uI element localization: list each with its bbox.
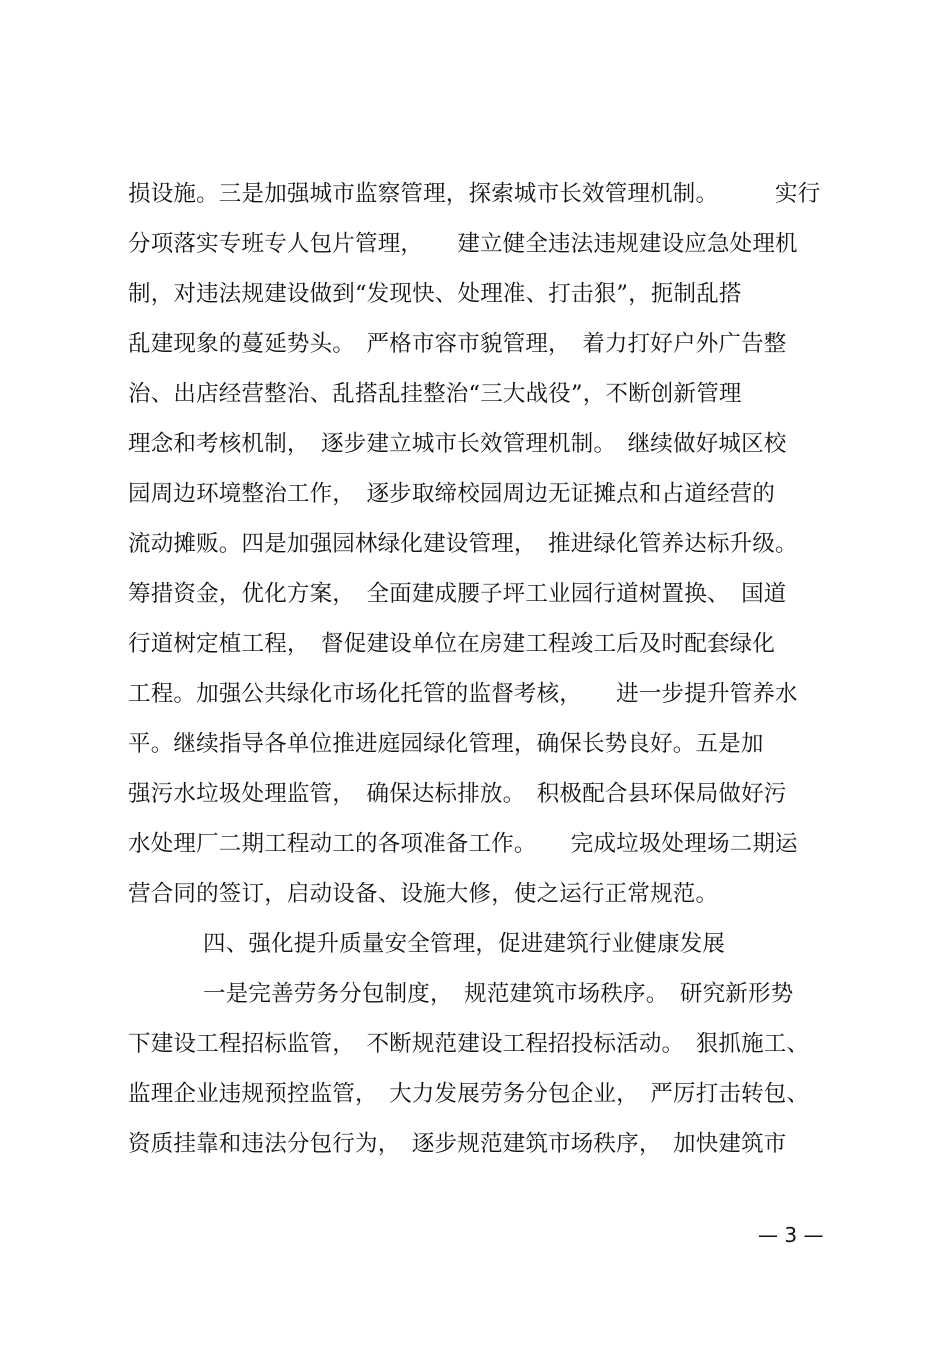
body-line: 分项落实专班专人包片管理， 建立健全违法违规建设应急处理机 <box>128 231 798 257</box>
body-line: 理念和考核机制， 逐步建立城市长效管理机制。 继续做好城区校 <box>128 431 787 457</box>
body-line: 工程。加强公共绿化市场化托管的监督考核， 进一步提升管养水 <box>128 681 798 707</box>
body-line: 平。继续指导各单位推进庭园绿化管理，确保长势良好。五是加 <box>128 731 764 757</box>
body-line: 水处理厂二期工程动工的各项准备工作。 完成垃圾处理场二期运 <box>128 831 798 857</box>
section-heading: 四、强化提升质量安全管理，促进建筑行业健康发展 <box>203 931 726 957</box>
body-line: 营合同的签订，启动设备、设施大修，使之运行正常规范。 <box>128 881 719 907</box>
body-line: 筹措资金，优化方案， 全面建成腰子坪工业园行道树置换、 国道 <box>128 581 787 607</box>
body-line: 乱建现象的蔓延势头。 严格市容市貌管理， 着力打好户外广告整 <box>128 331 787 357</box>
section-body-line: 监理企业违规预控监管， 大力发展劳务分包企业， 严厉打击转包、 <box>128 1081 810 1107</box>
body-line: 强污水垃圾处理监管， 确保达标排放。 积极配合县环保局做好污 <box>128 781 787 807</box>
body-line: 流动摊贩。四是加强园林绿化建设管理， 推进绿化管养达标升级。 <box>128 531 798 557</box>
body-line: 园周边环境整治工作， 逐步取缔校园周边无证摊点和占道经营的 <box>128 481 776 507</box>
body-line: 行道树定植工程， 督促建设单位在房建工程竣工后及时配套绿化 <box>128 631 776 657</box>
page-number: — 3 — <box>758 1223 824 1247</box>
section-body-line: 资质挂靠和违法分包行为， 逐步规范建筑市场秩序， 加快建筑市 <box>128 1131 787 1157</box>
body-line: 治、出店经营整治、乱搭乱挂整治“三大战役”，不断创新管理 <box>128 381 742 407</box>
body-line: 制，对违法规建设做到“发现快、处理准、打击狠”，扼制乱搭 <box>128 281 742 307</box>
section-body-line: 下建设工程招标监管， 不断规范建设工程招投标活动。 狠抓施工、 <box>128 1031 810 1057</box>
body-line: 损设施。三是加强城市监察管理，探索城市长效管理机制。 实行 <box>128 181 821 207</box>
section-body-line: 一是完善劳务分包制度， 规范建筑市场秩序。 研究新形势 <box>203 981 794 1007</box>
